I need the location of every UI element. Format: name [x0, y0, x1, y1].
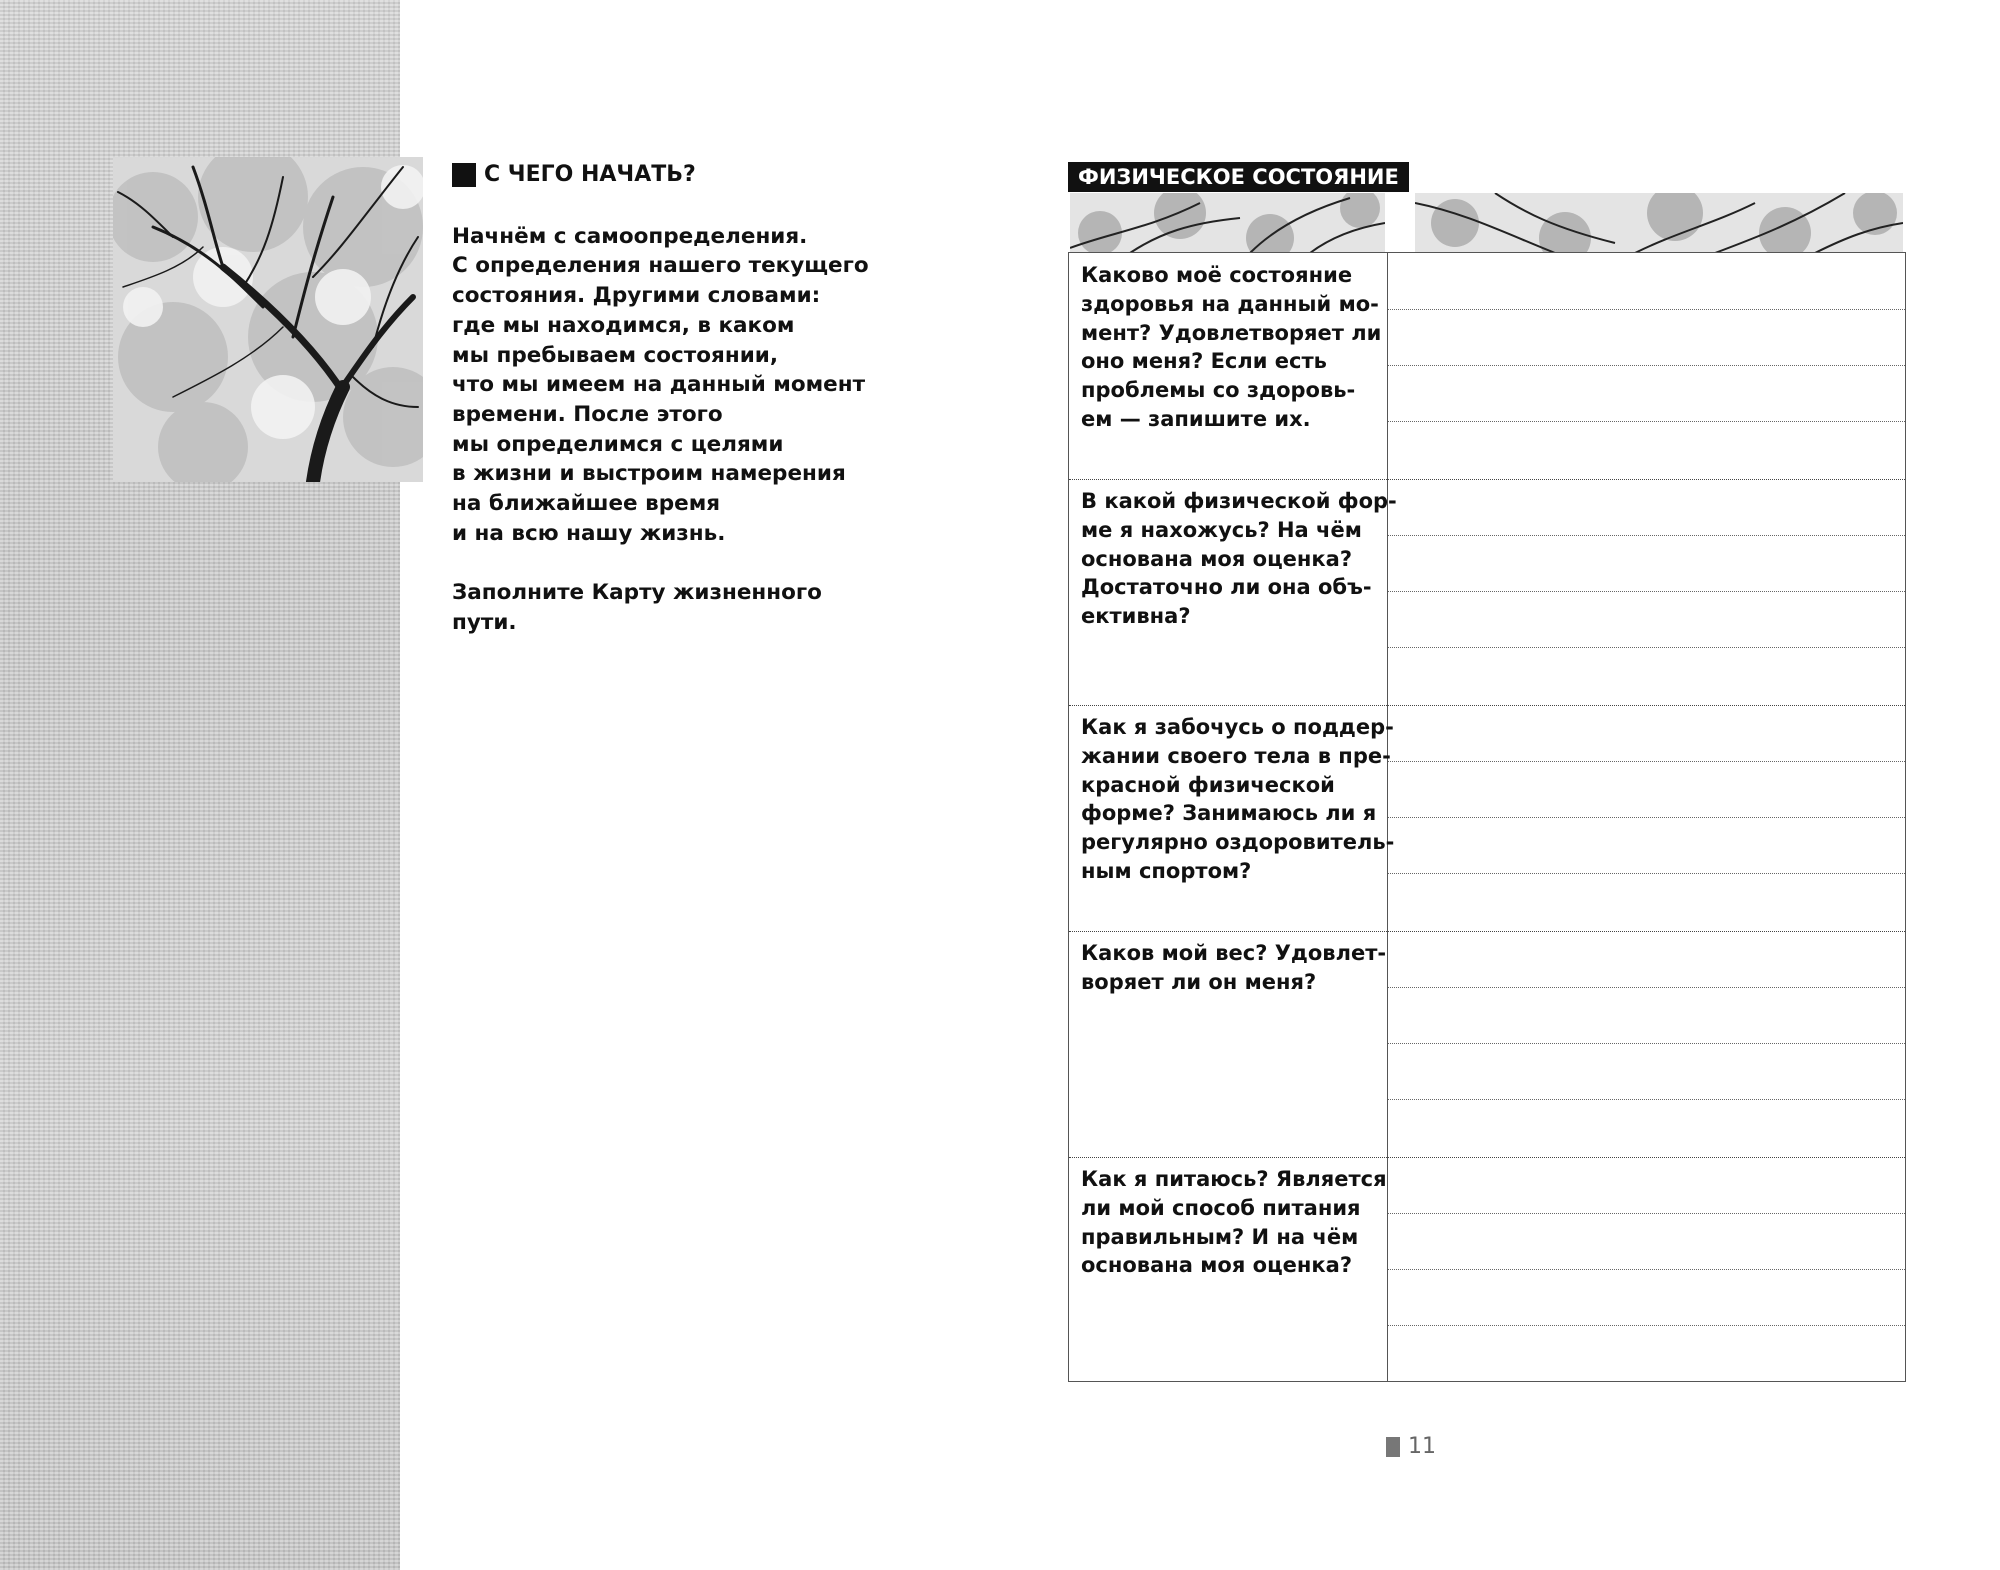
- question-line: Каков мой вес? Удовлет-: [1081, 941, 1387, 965]
- question-line: ме я нахожусь? На чём: [1081, 517, 1362, 542]
- question-line: ным спортом?: [1081, 858, 1252, 883]
- question-line: проблемы со здоровь-: [1081, 378, 1356, 403]
- intro-column: [452, 160, 869, 638]
- answer-line[interactable]: [1388, 309, 1905, 310]
- question-text: [1081, 713, 1395, 886]
- question-line: ли мой способ питания: [1081, 1195, 1361, 1220]
- answer-line[interactable]: [1388, 591, 1905, 592]
- text-line: на ближайшее время: [452, 491, 721, 517]
- question-row: [1069, 479, 1905, 705]
- question-line: регулярно оздоровитель-: [1081, 830, 1395, 855]
- intro-paragraph: [452, 222, 869, 549]
- question-line: здоровья на данный мо-: [1081, 291, 1379, 316]
- text-line: состояния. Другими словами:: [452, 283, 821, 309]
- page-number-text: 11: [1408, 1434, 1436, 1459]
- answer-line[interactable]: [1388, 535, 1905, 536]
- answer-line[interactable]: [1388, 1043, 1905, 1044]
- tree-banner-right: [1415, 193, 1903, 253]
- questionnaire-table: [1068, 252, 1906, 1382]
- question-line: красной физической: [1081, 772, 1335, 797]
- question-line: основана моя оценка?: [1081, 1253, 1353, 1278]
- text-line: и на всю нашу жизнь.: [452, 520, 726, 546]
- question-line: воряет ли он меня?: [1081, 969, 1317, 994]
- question-text: [1081, 1165, 1387, 1280]
- answer-line[interactable]: [1388, 365, 1905, 366]
- text-line: пути.: [452, 609, 517, 635]
- heading-text: С ЧЕГО НАЧАТЬ?: [484, 162, 696, 187]
- question-row: [1069, 931, 1905, 1157]
- answer-line[interactable]: [1388, 1325, 1905, 1326]
- question-line: основана моя оценка?: [1081, 546, 1353, 571]
- question-line: жании своего тела в пре-: [1081, 743, 1391, 768]
- section-heading: [452, 160, 852, 190]
- question-line: ективна?: [1081, 604, 1191, 629]
- question-text: [1081, 261, 1381, 434]
- question-line: В какой физической фор-: [1081, 489, 1397, 513]
- text-line: Заполните Карту жизненного: [452, 580, 822, 606]
- answer-line[interactable]: [1388, 421, 1905, 422]
- tree-banner-left: [1070, 193, 1385, 253]
- question-text: [1081, 487, 1397, 631]
- answer-line[interactable]: [1388, 817, 1905, 818]
- question-row: [1069, 1157, 1905, 1383]
- text-line: мы пребываем состоянии,: [452, 342, 778, 368]
- answer-line[interactable]: [1388, 873, 1905, 874]
- question-row: [1069, 253, 1905, 479]
- question-row: [1069, 705, 1905, 931]
- answer-line[interactable]: [1388, 1269, 1905, 1270]
- question-line: оно меня? Если есть: [1081, 349, 1327, 374]
- question-line: Каково моё состояние: [1081, 263, 1353, 287]
- question-line: Достаточно ли она объ-: [1081, 575, 1372, 600]
- question-line: правильным? И на чём: [1081, 1224, 1359, 1249]
- question-line: форме? Занимаюсь ли я: [1081, 801, 1377, 826]
- text-line: Начнём с самоопределения.: [452, 223, 808, 249]
- answer-line[interactable]: [1388, 1213, 1905, 1214]
- heading-square-icon: [452, 163, 476, 187]
- question-line: ем — запишите их.: [1081, 406, 1311, 431]
- page-number: [1386, 1434, 1436, 1459]
- answer-line[interactable]: [1388, 1099, 1905, 1100]
- answer-line[interactable]: [1388, 647, 1905, 648]
- text-line: в жизни и выстроим намерения: [452, 461, 846, 487]
- text-line: что мы имеем на данный момент: [452, 372, 866, 398]
- question-line: Как я питаюсь? Является: [1081, 1167, 1387, 1191]
- text-line: где мы находимся, в каком: [452, 312, 795, 338]
- instruction-paragraph: [452, 578, 852, 637]
- text-line: С определения нашего текущего: [452, 253, 869, 279]
- text-line: времени. После этого: [452, 401, 723, 427]
- question-line: Как я забочусь о поддер-: [1081, 715, 1394, 739]
- question-text: [1081, 939, 1387, 997]
- page-marker-icon: [1386, 1437, 1400, 1457]
- question-line: мент? Удовлетворяет ли: [1081, 320, 1382, 345]
- tree-photo: [113, 157, 423, 482]
- section-title-badge: ФИЗИЧЕСКОЕ СОСТОЯНИЕ: [1068, 162, 1409, 192]
- answer-line[interactable]: [1388, 761, 1905, 762]
- answer-line[interactable]: [1388, 987, 1905, 988]
- text-line: мы определимся с целями: [452, 431, 784, 457]
